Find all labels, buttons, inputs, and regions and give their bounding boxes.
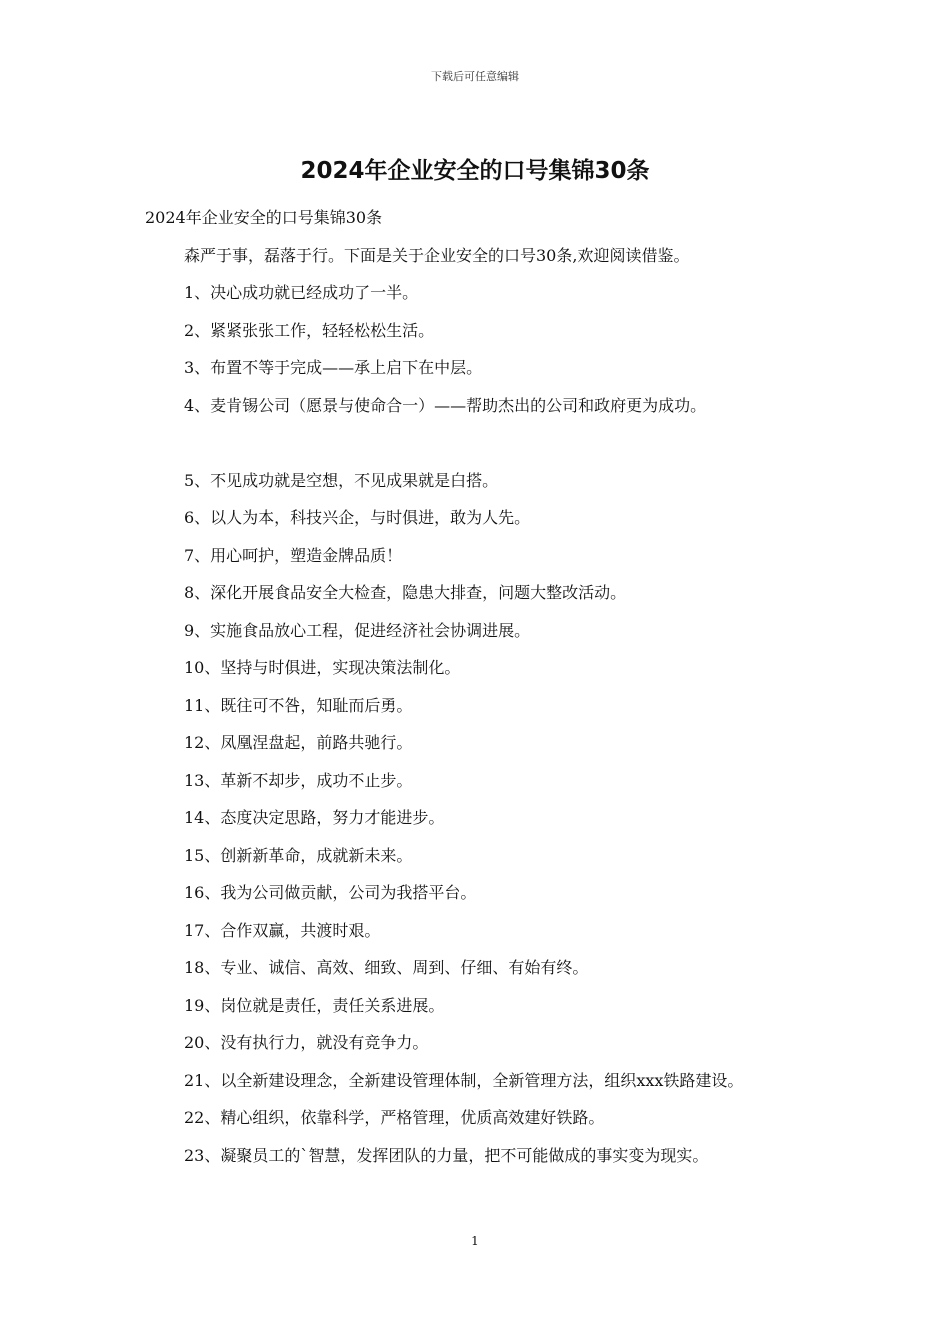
slogan-item: 23、凝聚员工的`智慧，发挥团队的力量，把不可能做成的事实变为现实。 (184, 1145, 709, 1165)
slogan-item: 4、麦肯锡公司（愿景与使命合一）——帮助杰出的公司和政府更为成功。 (184, 395, 707, 415)
slogan-item: 21、以全新建设理念，全新建设管理体制，全新管理方法，组织xxx铁路建设。 (184, 1070, 744, 1090)
slogan-item: 12、凤凰涅盘起，前路共驰行。 (184, 733, 413, 752)
slogan-item: 3、布置不等于完成——承上启下在中层。 (184, 358, 483, 377)
document-body (145, 199, 810, 1174)
slogan-item: 15、创新新革命，成就新未来。 (184, 845, 413, 865)
slogan-item: 11、既往可不咎，知耻而后勇。 (184, 695, 413, 715)
slogan-item: 16、我为公司做贡献，公司为我搭平台。 (184, 883, 477, 902)
slogan-item: 9、实施食品放心工程，促进经济社会协调进展。 (184, 620, 531, 640)
slogan-item: 7、用心呵护，塑造金牌品质！ (184, 545, 403, 565)
slogan-item: 17、合作双赢，共渡时艰。 (184, 920, 381, 940)
document-subtitle: 2024年企业安全的口号集锦30条 (145, 208, 383, 227)
blank-line (145, 424, 810, 462)
page-number: 1 (471, 1234, 479, 1248)
slogan-item: 6、以人为本，科技兴企，与时俱进，敢为人先。 (184, 508, 531, 527)
slogan-item: 1、决心成功就已经成功了一半。 (184, 283, 419, 302)
slogan-item: 5、不见成功就是空想，不见成果就是白搭。 (184, 470, 499, 490)
slogan-item: 10、坚持与时俱进，实现决策法制化。 (184, 658, 461, 677)
slogan-item: 14、态度决定思路，努力才能进步。 (184, 808, 445, 827)
slogan-item: 19、岗位就是责任，责任关系进展。 (184, 995, 445, 1015)
document-title: 2024年企业安全的口号集锦30条 (300, 158, 650, 184)
slogan-item: 18、专业、诚信、高效、细致、周到、仔细、有始有终。 (184, 958, 589, 977)
slogan-item: 22、精心组织，依靠科学，严格管理，优质高效建好铁路。 (184, 1108, 605, 1127)
slogan-item: 20、没有执行力，就没有竞争力。 (184, 1033, 429, 1052)
slogan-item: 8、深化开展食品安全大检查，隐患大排查，问题大整改活动。 (184, 583, 627, 602)
slogan-item: 2、紧紧张张工作，轻轻松松生活。 (184, 320, 435, 340)
page-header: 下载后可任意编辑 (431, 70, 519, 83)
intro-paragraph: 森严于事，磊落于行。下面是关于企业安全的口号30条,欢迎阅读借鉴。 (184, 245, 690, 265)
slogan-item: 13、革新不却步，成功不止步。 (184, 770, 413, 790)
